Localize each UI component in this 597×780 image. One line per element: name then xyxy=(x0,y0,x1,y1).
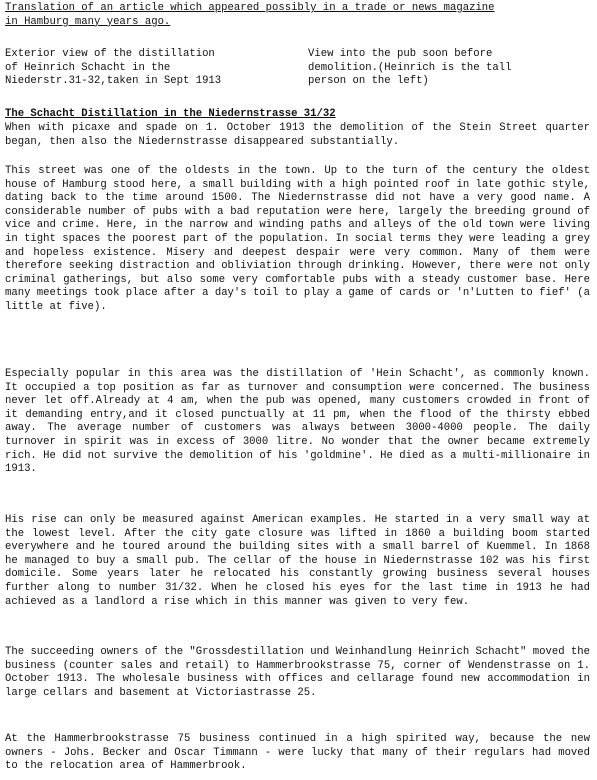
article-paragraph-1: This street was one of the oldests in the town. Up to the turn of the century the oldest house of Hamburg stood here, a small building with a high pointed roof in late gothic style, dating back to the time around 1500. The Niedernstrasse did not have a very good name. A considerable number of pubs with a bad reputation were here, largely the breeding ground of vice and crime. Here, in the narrow and winding paths and alleys of the old town were living in tight spaces the poorest part of the population. In social terms they were leading a grey and hopeless existence. Misery and deepest despair were very common. Many of them were therefore seeking distraction and obliviation through drinking. However, there were not only criminal gatherings, but also some very comfortable pubs with a steady customer base. Here many meetings took place after a day's toil to play a game of cards or 'n'Lutten to fief' (a little at five). xyxy=(5,165,590,313)
article-paragraph-4: The succeeding owners of the "Grossdestillation und Weinhandlung Heinrich Schacht" moved the business (counter sales and retail) to Hammerbrookstrasse 75, corner of Wendenstrasse on 1. October 1913. The wholesale business with offices and cellarage found new accommodation in large cellars and basement at Victoriastrasse 25. xyxy=(5,646,590,699)
caption-right-line-2: demolition.(Heinrich is the tall xyxy=(308,61,512,74)
translation-note-line-1: Translation of an article which appeared possibly in a trade or news magazine xyxy=(5,2,495,14)
article-intro: When with picaxe and spade on 1. October 1913 the demolition of the Stein Street quarter began, then also the Niedernstrasse disappeared substantially. xyxy=(5,122,590,148)
caption-right-line-3: person on the left) xyxy=(308,75,429,88)
caption-pub-view xyxy=(308,48,511,89)
caption-exterior-view xyxy=(5,48,221,89)
caption-right-line-1: View into the pub soon before xyxy=(308,48,493,60)
caption-left-line-2: of Heinrich Schacht in the xyxy=(5,61,171,74)
article-paragraph-3: His rise can only be measured against American examples. He started in a very small way at the lowest level. After the city gate closure was lifted in 1860 a building boom started everywhere and he toured around the building sites with a small barrel of Kuemmel. In 1868 he managed to buy a small pub. The cellar of the house in Niedernstrasse 102 was his first domicile. Some years later he relocated his constantly growing business several houses further along to number 31/32. When he closed his eyes for the last time in 1913 he had achieved as a landlord a rise which in this manner was given to very few. xyxy=(5,514,590,608)
article-heading: The Schacht Distillation in the Niedernstrasse 31/32 xyxy=(5,108,336,120)
article-paragraph-2: Especially popular in this area was the distillation of 'Hein Schacht', as commonly known. It occupied a top position as far as turnover and consumption were concerned. The business never let off.Already at 4 am, when the pub was opened, many customers crowded in front of it demanding entry,and it closed punctually at 11 pm, when the flood of the thirsty ebbed away. The average number of customers was always between 3000-4000 people. The daily turnover in spirit was in excess of 3000 litre. No wonder that the owner became extremely rich. He did not survive the demolition of his 'goldmine'. He died as a multi-millionaire in 1913. xyxy=(5,368,590,476)
translation-note xyxy=(5,2,590,29)
article-paragraph-5: At the Hammerbrookstrasse 75 business continued in a high spirited way, because the new owners - Johs. Becker and Oscar Timmann - were lucky that many of their regulars had moved to the relocation area of Hammerbrook. xyxy=(5,733,590,773)
caption-left-line-3: Niederstr.31-32,taken in Sept 1913 xyxy=(5,75,222,88)
translation-note-line-2: in Hamburg many years ago. xyxy=(5,15,171,28)
caption-left-line-1: Exterior view of the distillation xyxy=(5,48,215,60)
